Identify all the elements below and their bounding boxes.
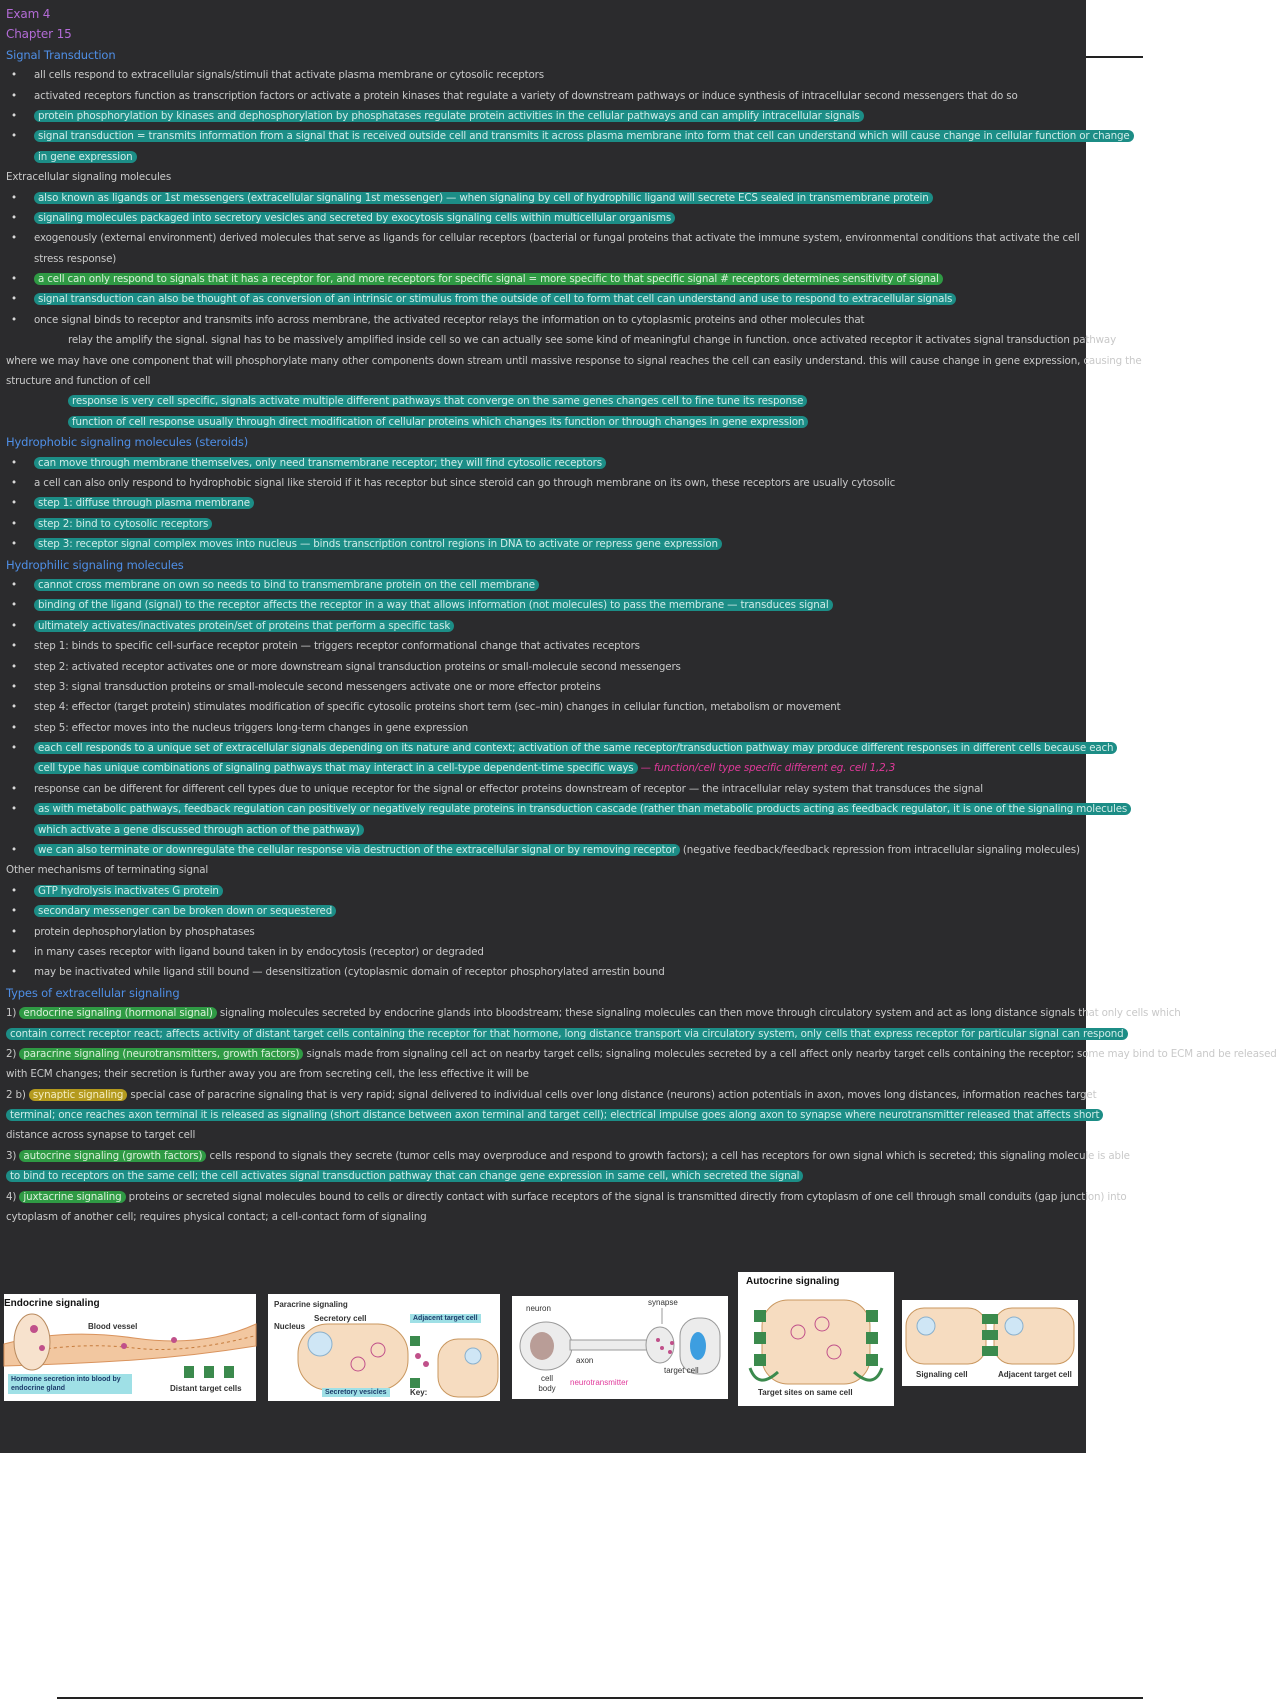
target-cell-label: target cell <box>664 1366 699 1375</box>
list-item: • exogenously (external environment) derived molecules that serve as ligands for cellular receptors (bacterial or fungal proteins that activate the immune system, environmental conditions that activate the cell <box>6 228 1082 248</box>
top-rule <box>1086 56 1143 58</box>
paracrine-illustration <box>268 1294 500 1401</box>
list-item: • step 5: effector moves into the nucleus triggers long-term changes in gene expression <box>6 718 1082 738</box>
list-item-continuation: which activate a gene discussed through action of the pathway) <box>6 820 1082 840</box>
list-item: • signaling molecules packaged into secretory vesicles and secreted by exocytosis signaling cells within multicellular organisms <box>6 208 1082 228</box>
synapse-label: synapse <box>648 1298 678 1307</box>
types-item: 2) paracrine signaling (neurotransmitters, growth factors) signals made from signaling cell act on nearby target cells; signaling molecules secreted by a cell affect only nearby target cells containing the receptor; some may bind to ECM and be released <box>6 1047 1277 1060</box>
secretory-cell-label: Secretory cell <box>314 1314 367 1323</box>
section-heading-termination: Other mechanisms of terminating signal <box>6 864 209 877</box>
section-heading-types: Types of extracellular signaling <box>6 985 180 1000</box>
list-item: • signal transduction = transmits information from a signal that is received outside cell and transmits it across plasma membrane into form that cell can understand which will cause change in cellular function or change <box>6 126 1082 146</box>
signaling-cell-label: Signaling cell <box>916 1370 968 1379</box>
list-item: • step 1: diffuse through plasma membrane <box>6 493 1082 513</box>
list-item: • step 1: binds to specific cell-surface receptor protein — triggers receptor conformational change that activates receptors <box>6 636 1082 656</box>
list-item: • a cell can only respond to signals that it has a receptor for, and more receptors for specific signal = more specific to that specific signal # receptors determines sensitivity of signal <box>6 269 1082 289</box>
cell-body-label: cell body <box>538 1374 556 1393</box>
list-item-continuation: in gene expression <box>6 147 1082 167</box>
blood-vessel-label: Blood vessel <box>88 1322 138 1331</box>
list-item: • also known as ligands or 1st messengers (extracellular signaling 1st messenger) — when signaling by cell of hydrophilic ligand will secrete ECS sealed in transmembrane protein <box>6 188 1082 208</box>
sub-item: response is very cell specific, signals activate multiple different pathways that converge on the same genes changes cell to fine tune its response <box>6 391 1082 411</box>
types-item: terminal; once reaches axon terminal it is released as signaling (short distance between axon terminal and target cell); electrical impulse goes along axon to synapse where neurotransmitter released that affects short <box>6 1105 1082 1125</box>
types-item: 2 b) synaptic signaling special case of paracrine signaling that is very rapid; signal delivered to individual cells over long distance (neurons) action potentials in axon, moves long distances, information reaches target <box>6 1088 1097 1101</box>
list-item: • may be inactivated while ligand still bound — desensitization (cytoplasmic domain of receptor phosphorylated arrestin bound <box>6 962 1082 982</box>
list-item: • protein dephosphorylation by phosphatases <box>6 922 1082 942</box>
sub-item: function of cell response usually through direct modification of cellular proteins which changes its function or through changes in gene expression <box>6 412 1082 432</box>
types-item: 1) endocrine signaling (hormonal signal) signaling molecules secreted by endocrine glands into bloodstream; these signaling molecules can then move through circulatory system and act as long distance signals that only cells which <box>6 1007 1181 1020</box>
juxtacrine-diagram <box>902 1300 1078 1386</box>
list-item: • secondary messenger can be broken down or sequestered <box>6 901 1082 921</box>
list-item: • ultimately activates/inactivates protein/set of proteins that perform a specific task <box>6 616 1082 636</box>
types-item: to bind to receptors on the same cell; the cell activates signal transduction pathway that can change gene expression in same cell, which secreted the signal <box>6 1166 1082 1186</box>
list-item: • cannot cross membrane on own so needs to bind to transmembrane protein on the cell membrane <box>6 575 1082 595</box>
chapter-heading: Chapter 15 <box>6 27 72 42</box>
list-item: • binding of the ligand (signal) to the receptor affects the receptor in a way that allows information (not molecules) to pass the membrane — transduces signal <box>6 595 1082 615</box>
list-item: • step 3: signal transduction proteins or small-molecule second messengers activate one or more effector proteins <box>6 677 1082 697</box>
list-item: • in many cases receptor with ligand bound taken in by endocytosis (receptor) or degraded <box>6 942 1082 962</box>
list-item: • signal transduction can also be thought of as conversion of an intrinsic or stimulus from the outside of cell to form that cell can understand and use to respond to extracellular signals <box>6 289 1082 309</box>
bottom-rule <box>57 1697 1143 1699</box>
list-item: • as with metabolic pathways, feedback regulation can positively or negatively regulate proteins in transduction cascade (rather than metabolic products acting as feedback regulator, it is one of the signaling molecules <box>6 799 1082 819</box>
section-heading-extracellular: Extracellular signaling molecules <box>6 171 172 184</box>
paragraph-line: where we may have one component that will phosphorylate many other components down stream until massive response to signal reaches the cell can easily understand. this will cause change in gene expression, causing the <box>6 354 1142 367</box>
list-item: • protein phosphorylation by kinases and dephosphorylation by phosphatases regulate protein activities in the cellular pathways and can amplify intracellular signals <box>6 106 1082 126</box>
handwritten-annotation: — function/cell type specific different eg. cell 1,2,3 <box>640 762 896 775</box>
list-item: • once signal binds to receptor and transmits info across membrane, the activated receptor relays the information on to cytoplasmic proteins and other molecules that <box>6 310 1082 330</box>
types-item: distance across synapse to target cell <box>6 1129 196 1142</box>
exam-heading: Exam 4 <box>6 7 51 21</box>
list-item: • step 2: activated receptor activates one or more downstream signal transduction proteins or small-molecule second messengers <box>6 657 1082 677</box>
distant-target-label: Distant target cells <box>170 1384 242 1393</box>
list-item: • GTP hydrolysis inactivates G protein <box>6 881 1082 901</box>
types-item: cytoplasm of another cell; requires physical contact; a cell-contact form of signaling <box>6 1211 427 1224</box>
paracrine-diagram <box>268 1294 500 1401</box>
nucleus-label: Nucleus <box>274 1322 306 1331</box>
list-item: • all cells respond to extracellular signals/stimuli that activate plasma membrane or cytosolic receptors <box>6 65 1082 85</box>
types-item: 4) juxtacrine signaling proteins or secreted signal molecules bound to cells or directly contact with surface receptors of the signal is transmitted directly from cytoplasm of one cell through small conduits (gap junction) into <box>6 1190 1127 1203</box>
list-item: • step 4: effector (target protein) stimulates modification of specific cytosolic proteins short term (sec–min) changes in cellular function, metabolism or movement <box>6 697 1082 717</box>
types-item: contain correct receptor react; affects activity of distant target cells containing the receptor for that hormone, long distance transport via circulatory system, only cells that express receptor for particular signal can respond <box>6 1024 1082 1044</box>
paragraph-line: relay the amplify the signal. signal has to be massively amplified inside cell so we can actually see some kind of meaningful change in function. once activated receptor it activates signal transduction pathway <box>68 334 1117 347</box>
neuron-label: neuron <box>526 1304 551 1313</box>
secretory-vesicles-label: Secretory vesicles <box>322 1388 390 1397</box>
endocrine-diagram <box>4 1294 256 1401</box>
list-item: • each cell responds to a unique set of extracellular signals depending on its nature and context; activation of the same receptor/transduction pathway may produce different responses in different cells because each <box>6 738 1082 758</box>
list-item: • step 2: bind to cytosolic receptors <box>6 514 1082 534</box>
types-item: with ECM changes; their secretion is further away you are from secreting cell, the less effective it will be <box>6 1068 529 1081</box>
key-label: Key: <box>410 1388 428 1397</box>
neurotransmitter-label: neurotransmitter <box>570 1378 629 1387</box>
list-item: • can move through membrane themselves, only need transmembrane receptor; they will find cytosolic receptors <box>6 453 1082 473</box>
autocrine-illustration <box>738 1272 894 1406</box>
autocrine-diagram <box>738 1272 894 1406</box>
list-item: • response can be different for different cell types due to unique receptor for the signal or effector proteins downstream of receptor — the intracellular relay system that transduces the signal <box>6 779 1082 799</box>
list-item: • step 3: receptor signal complex moves into nucleus — binds transcription control regions in DNA to activate or repress gene expression <box>6 534 1082 554</box>
list-item-continuation: cell type has unique combinations of signaling pathways that may interact in a cell-type dependent-time specific ways — function/cell type specific different eg. cell 1,2,3 <box>6 758 1082 778</box>
axon-label: axon <box>576 1356 594 1365</box>
adjacent-target-cell-label: Adjacent target cell <box>998 1370 1072 1379</box>
section-heading-hydrophilic: Hydrophilic signaling molecules <box>6 557 184 572</box>
synaptic-diagram <box>512 1296 728 1399</box>
adjacent-target-label: Adjacent target cell <box>410 1314 481 1323</box>
types-item: 3) autocrine signaling (growth factors) cells respond to signals they secrete (tumor cells may overproduce and respond to growth factors); a cell has receptors for own signal which is secreted; this signaling molecule is able <box>6 1149 1130 1162</box>
autocrine-title: Autocrine signaling <box>746 1276 840 1287</box>
list-item: • we can also terminate or downregulate the cellular response via destruction of the extracellular signal or by removing receptor (negative feedback/feedback repression from intracellular signaling molecules) <box>6 840 1082 860</box>
list-item: • activated receptors function as transcription factors or activate a protein kinases that regulate a variety of downstream pathways or induce synthesis of intracellular second messengers that do so <box>6 86 1082 106</box>
list-item-continuation: stress response) <box>34 252 117 265</box>
section-heading-signal-transduction: Signal Transduction <box>6 47 116 62</box>
hormone-secretion-label: Hormone secretion into blood by endocrine gland <box>8 1374 132 1394</box>
target-sites-label: Target sites on same cell <box>758 1388 853 1397</box>
endocrine-title: Endocrine signaling <box>4 1298 100 1309</box>
notes-body <box>6 4 1277 1227</box>
paragraph-line: structure and function of cell <box>6 375 151 388</box>
section-heading-hydrophobic: Hydrophobic signaling molecules (steroids) <box>6 435 249 450</box>
list-item: • a cell can also only respond to hydrophobic signal like steroid if it has receptor but since steroid can go through membrane on its own, these receptors are usually cytosolic <box>6 473 1082 493</box>
paracrine-title: Paracrine signaling <box>274 1300 348 1309</box>
